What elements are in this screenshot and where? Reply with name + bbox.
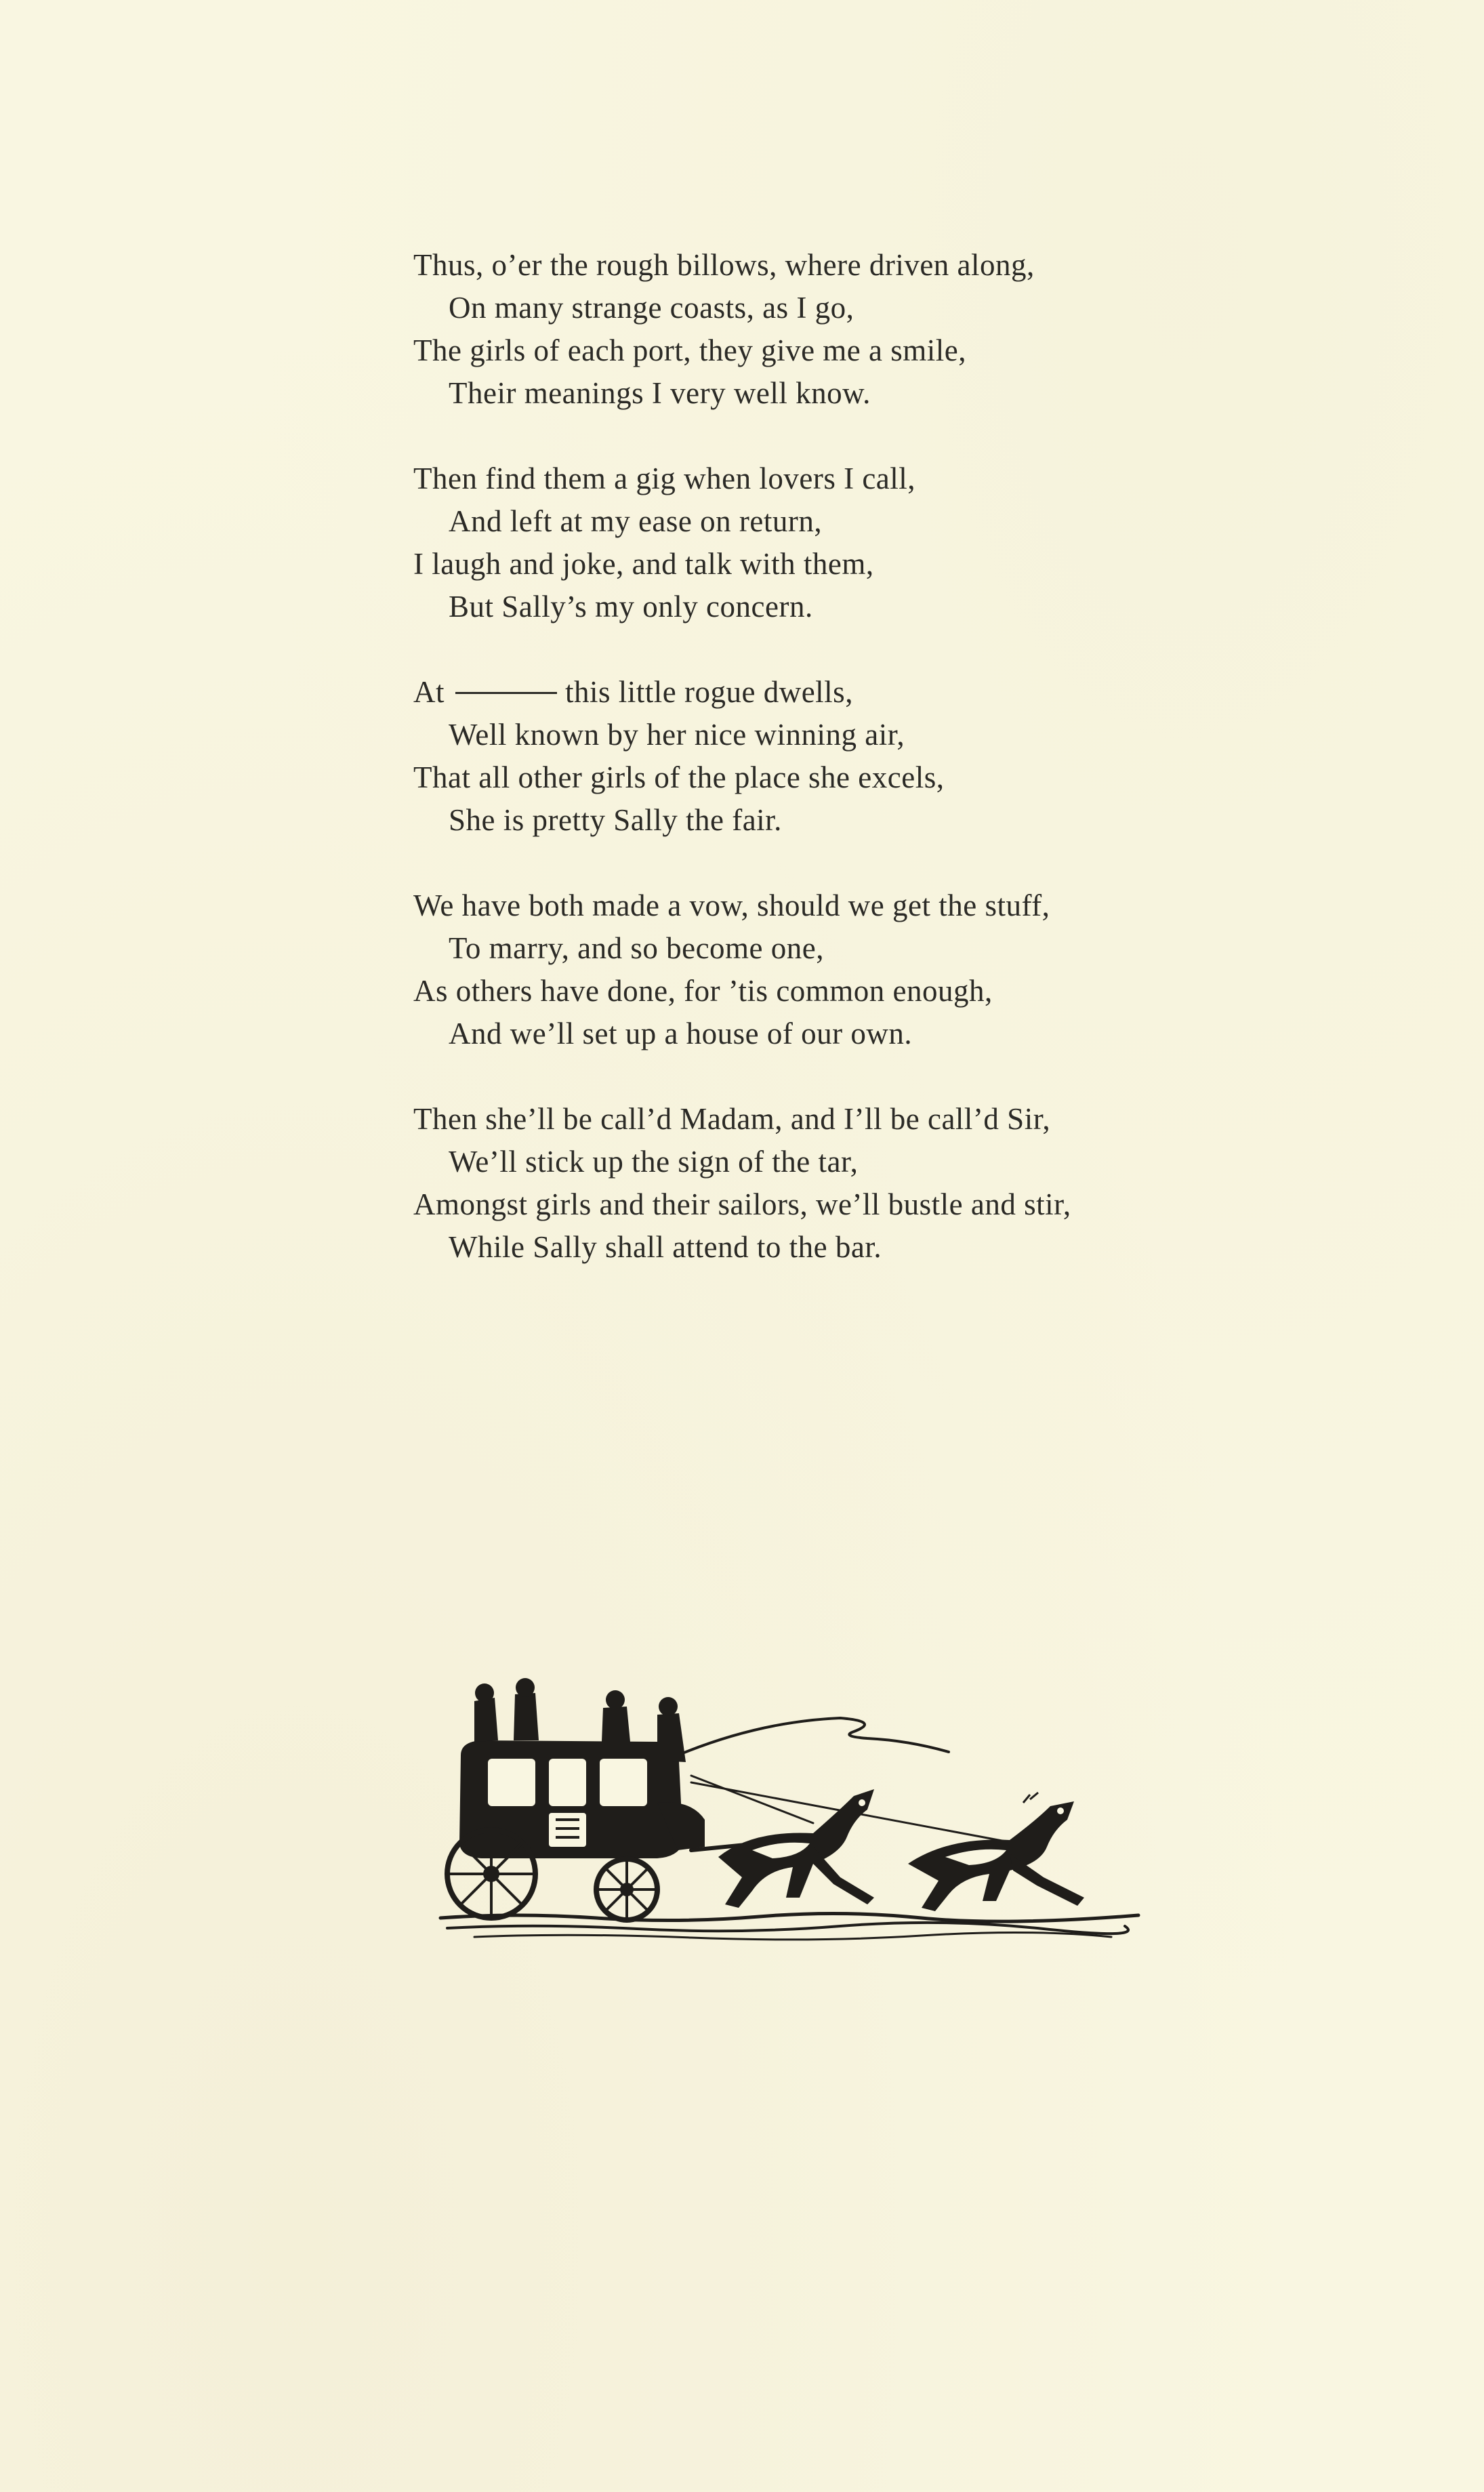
stanza-4 [413, 884, 1227, 1055]
poem-line: We’ll stick up the sign of the tar, [449, 1145, 859, 1179]
poem-line: Then find them a gig when lovers I call, [413, 462, 916, 495]
poem-line: Their meanings I very well know. [449, 376, 871, 410]
poem-line: She is pretty Sally the fair. [449, 803, 782, 837]
poem-line [413, 671, 1227, 714]
stanza-3 [413, 671, 1227, 842]
poem-line: While Sally shall attend to the bar. [449, 1230, 882, 1264]
stagecoach-woodcut-icon [434, 1674, 1159, 1945]
stanza-5 [413, 1098, 1227, 1269]
poem-line: On many strange coasts, as I go, [449, 291, 854, 325]
poem-line: We have both made a vow, should we get the stuff, [413, 888, 1050, 922]
stanza-1 [413, 244, 1227, 415]
poem-line: Amongst girls and their sailors, we’ll bustle and stir, [413, 1187, 1071, 1221]
poem-phrase: this little rogue dwells, [565, 675, 853, 709]
poem-line: That all other girls of the place she excels, [413, 760, 945, 794]
poem-line: Then she’ll be call’d Madam, and I’ll be call’d Sir, [413, 1102, 1051, 1136]
poem-line: To marry, and so become one, [449, 931, 824, 965]
place-name-dash [455, 692, 557, 694]
poem-word: At [413, 675, 445, 709]
poem-line: I laugh and joke, and talk with them, [413, 547, 874, 581]
poem-line: Thus, o’er the rough billows, where driven along, [413, 248, 1035, 282]
poem-line: But Sally’s my only concern. [449, 590, 813, 624]
poem-line: Well known by her nice winning air, [449, 718, 905, 752]
poem [413, 244, 1227, 1311]
poem-line: And left at my ease on return, [449, 504, 823, 538]
poem-line: And we’ll set up a house of our own. [449, 1017, 913, 1050]
poem-line: As others have done, for ’tis common enough, [413, 974, 993, 1008]
poem-line: The girls of each port, they give me a smile, [413, 333, 966, 367]
stanza-2 [413, 457, 1227, 628]
